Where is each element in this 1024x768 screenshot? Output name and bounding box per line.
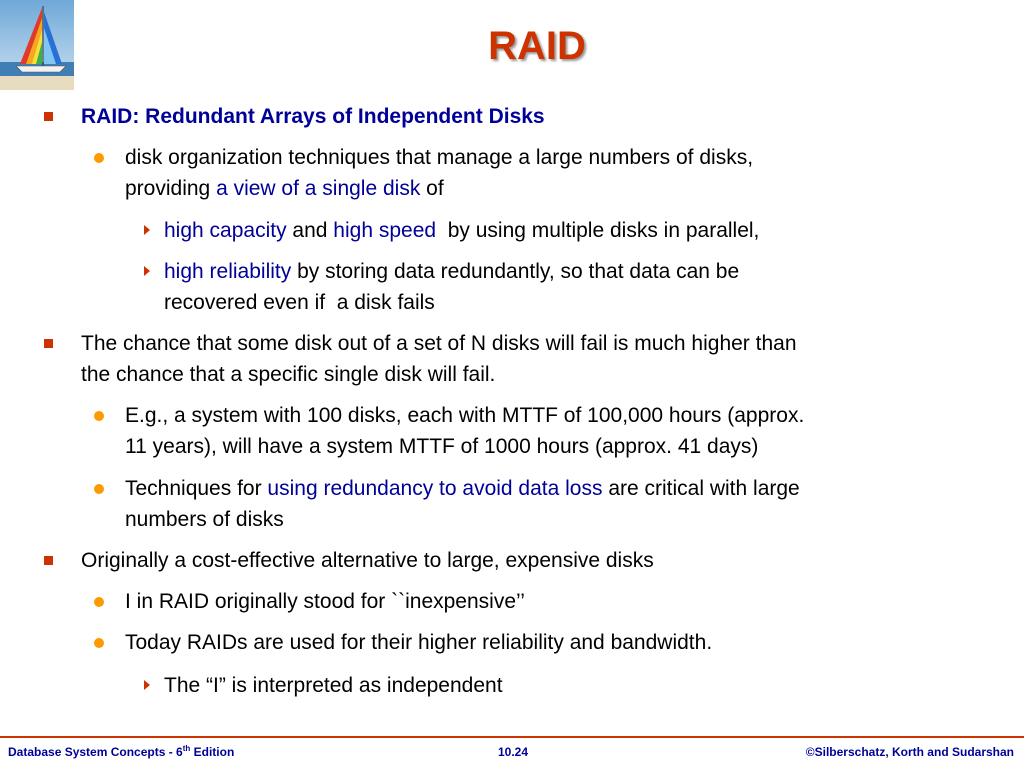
sub-bullet-text: high capacity and high speed by using multiple disks in parallel, <box>164 219 760 242</box>
bullet-text: Today RAIDs are used for their higher reliability and bandwidth. <box>125 631 713 654</box>
sub-bullet-text: high reliability by storing data redundantly, so that data can be <box>164 260 740 283</box>
arrow-bullet-icon <box>144 680 150 690</box>
sub-bullet-text: The “I” is interpreted as independent <box>164 674 503 697</box>
footer-book-title: Database System Concepts - 6th Edition <box>8 744 235 759</box>
dot-bullet-icon <box>94 411 104 421</box>
bullet-text: The chance that some disk out of a set of N disks will fail is much higher than <box>81 332 797 355</box>
bullet-text: disk organization techniques that manage a large numbers of disks, <box>125 146 754 169</box>
bullet-text-cont: the chance that a specific single disk will fail. <box>81 363 496 386</box>
footer-page-number: 10.24 <box>498 745 529 759</box>
bullet-heading: RAID: Redundant Arrays of Independent Disks <box>81 105 545 128</box>
bullet-text: Techniques for using redundancy to avoid data loss are critical with large <box>125 477 800 500</box>
dot-bullet-icon <box>94 597 104 607</box>
arrow-bullet-icon <box>144 225 150 235</box>
square-bullet-icon <box>44 556 53 565</box>
dot-bullet-icon <box>94 484 104 494</box>
bullet-text: E.g., a system with 100 disks, each with MTTF of 100,000 hours (approx. <box>125 404 805 427</box>
footer-copyright: ©Silberschatz, Korth and Sudarshan <box>805 745 1014 759</box>
bullet-text-cont: numbers of disks <box>125 508 284 531</box>
bullet-text: Originally a cost-effective alternative to large, expensive disks <box>81 549 654 572</box>
footer-divider <box>0 736 1024 738</box>
dot-bullet-icon <box>94 153 104 163</box>
bullet-text-cont: providing a view of a single disk of <box>125 177 444 200</box>
dot-bullet-icon <box>94 638 104 648</box>
sub-bullet-text-cont: recovered even if a disk fails <box>164 291 435 314</box>
slide-title: RAID <box>488 24 586 68</box>
bullet-text-cont: 11 years), will have a system MTTF of 1000 hours (approx. 41 days) <box>125 435 759 458</box>
square-bullet-icon <box>44 339 53 348</box>
bullet-text: I in RAID originally stood for ``inexpensive’’ <box>125 590 525 613</box>
square-bullet-icon <box>44 112 53 121</box>
arrow-bullet-icon <box>144 266 150 276</box>
